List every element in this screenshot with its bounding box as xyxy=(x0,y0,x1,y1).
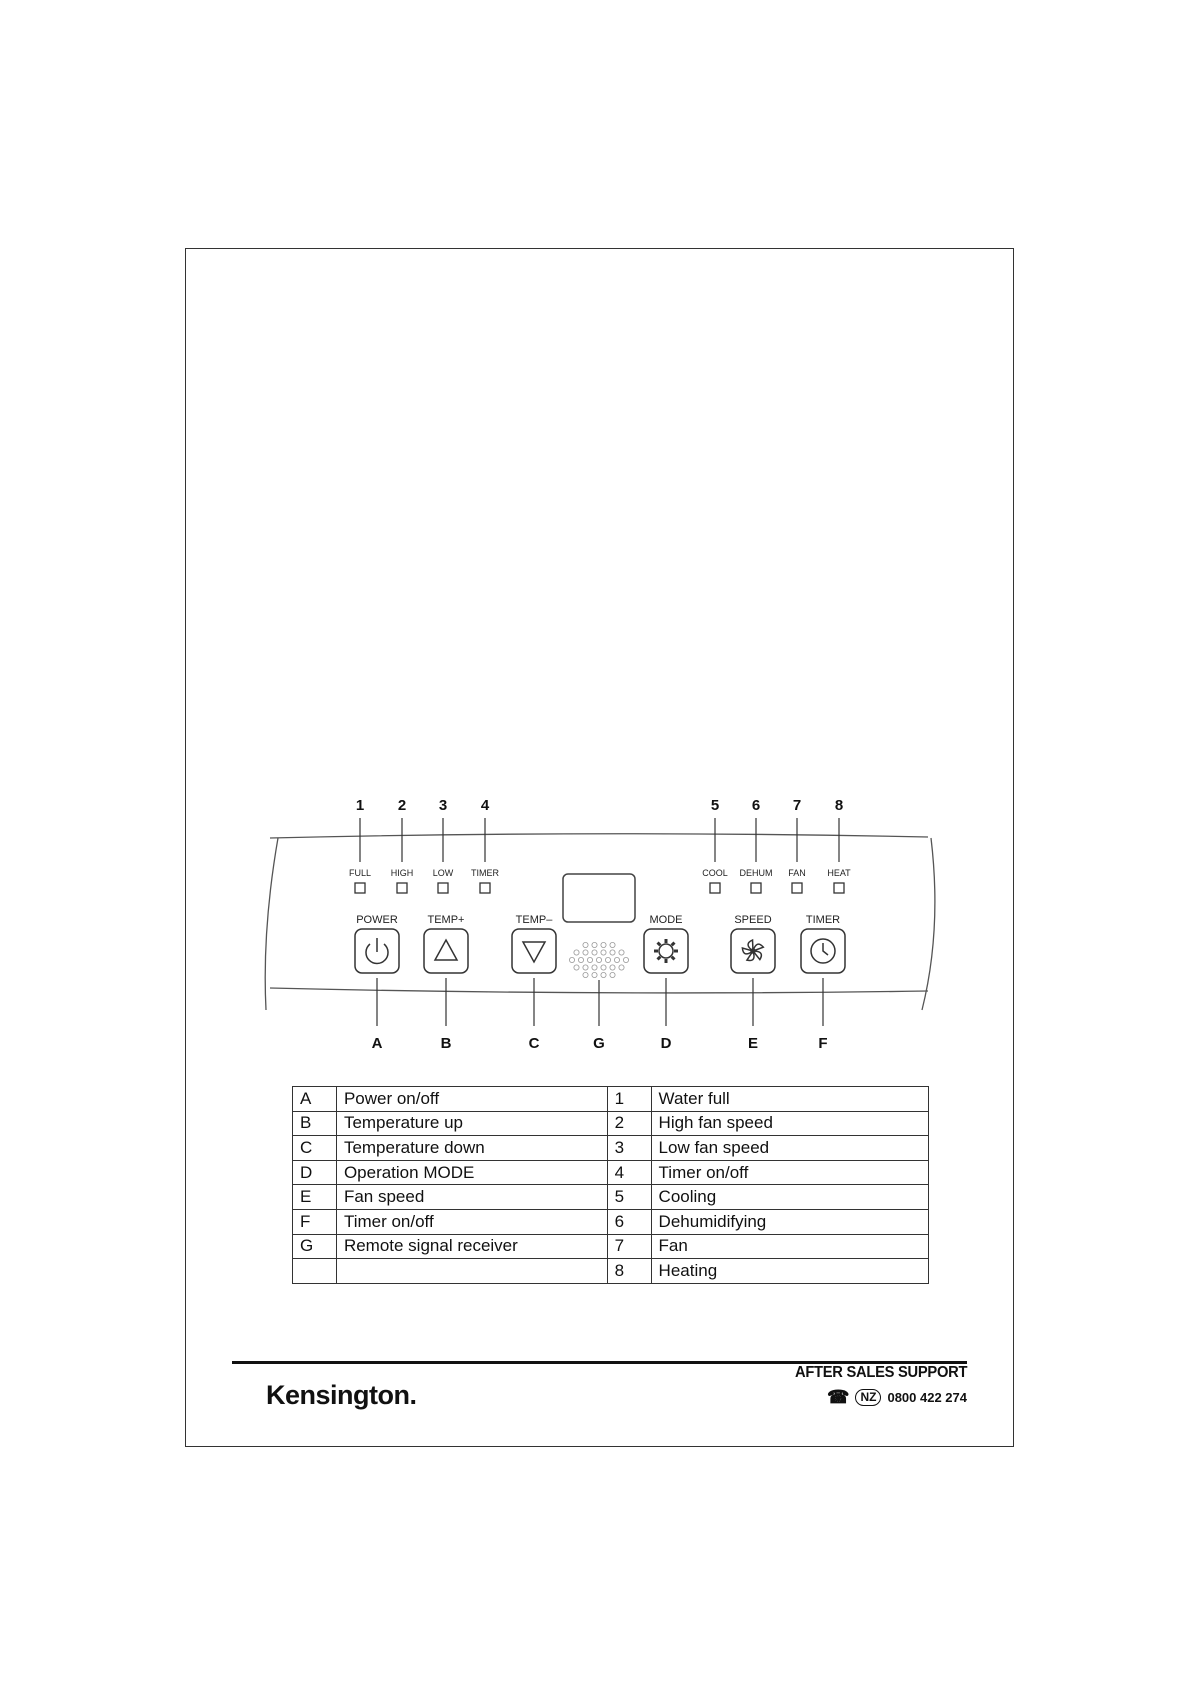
legend-description: Temperature down xyxy=(336,1136,607,1161)
indicator-led-cool xyxy=(710,883,720,893)
indicator-led-full xyxy=(355,883,365,893)
legend-description: Power on/off xyxy=(336,1087,607,1112)
power-button[interactable] xyxy=(355,929,399,973)
legend-indicator-meaning: Dehumidifying xyxy=(651,1209,928,1234)
legend-indicator-meaning: Heating xyxy=(651,1259,928,1284)
callout-letter-g: G xyxy=(593,1035,605,1052)
clock-button[interactable] xyxy=(801,929,845,973)
indicator-number-5: 5 xyxy=(710,797,720,814)
legend-row xyxy=(293,1234,929,1259)
kensington-logo: Kensington. xyxy=(266,1380,417,1410)
indicator-number-6: 6 xyxy=(751,797,761,814)
panel-top-edge xyxy=(270,834,928,838)
indicator-label-high: HIGH xyxy=(390,868,414,878)
indicator-label-cool: COOL xyxy=(702,868,728,878)
remote-signal-receiver xyxy=(569,942,628,977)
callout-letter-e: E xyxy=(747,1035,759,1052)
legend-description: Operation MODE xyxy=(336,1160,607,1185)
legend-indicator-meaning: Low fan speed xyxy=(651,1136,928,1161)
legend-row xyxy=(293,1259,929,1284)
legend-description: Temperature up xyxy=(336,1111,607,1136)
legend-description: Fan speed xyxy=(336,1185,607,1210)
indicator-led-dehum xyxy=(751,883,761,893)
button-label-4: SPEED xyxy=(734,914,772,926)
display-window xyxy=(563,874,635,922)
button-label-1: TEMP+ xyxy=(427,914,465,926)
legend-key: A xyxy=(293,1087,337,1112)
legend-key xyxy=(293,1259,337,1284)
indicator-label-timer: TIMER xyxy=(471,868,499,878)
indicator-number-2: 2 xyxy=(397,797,407,814)
triangle-up-button[interactable] xyxy=(424,929,468,973)
legend-row xyxy=(293,1136,929,1161)
legend-indicator-number: 6 xyxy=(607,1209,651,1234)
legend-description: Remote signal receiver xyxy=(336,1234,607,1259)
indicator-label-fan: FAN xyxy=(788,868,806,878)
support-phone-line xyxy=(827,1388,967,1406)
indicator-led-fan xyxy=(792,883,802,893)
legend-indicator-meaning: Cooling xyxy=(651,1185,928,1210)
legend-indicator-meaning: Water full xyxy=(651,1087,928,1112)
legend-description: Timer on/off xyxy=(336,1209,607,1234)
gear-button[interactable] xyxy=(644,929,688,973)
legend-indicator-meaning: Fan xyxy=(651,1234,928,1259)
telephone-icon: ☎ xyxy=(827,1387,850,1407)
legend-key: E xyxy=(293,1185,337,1210)
legend-indicator-number: 1 xyxy=(607,1087,651,1112)
legend-indicator-number: 4 xyxy=(607,1160,651,1185)
triangle-down-button[interactable] xyxy=(512,929,556,973)
support-phone-number: 0800 422 274 xyxy=(887,1389,967,1405)
legend-row xyxy=(293,1209,929,1234)
button-label-5: TIMER xyxy=(805,914,841,926)
panel-left-edge xyxy=(265,838,278,1010)
indicator-label-heat: HEAT xyxy=(827,868,851,878)
callout-letter-f: F xyxy=(818,1035,828,1052)
legend-key: G xyxy=(293,1234,337,1259)
legend-row xyxy=(293,1087,929,1112)
indicator-number-7: 7 xyxy=(792,797,802,814)
legend-key: C xyxy=(293,1136,337,1161)
legend-indicator-number: 5 xyxy=(607,1185,651,1210)
indicator-number-4: 4 xyxy=(480,797,490,814)
callout-letter-b: B xyxy=(440,1035,452,1052)
legend-indicator-number: 3 xyxy=(607,1136,651,1161)
indicator-number-8: 8 xyxy=(834,797,844,814)
legend-description xyxy=(336,1259,607,1284)
indicator-number-1: 1 xyxy=(355,797,365,814)
indicator-label-dehum: DEHUM xyxy=(739,868,773,878)
legend-indicator-number: 2 xyxy=(607,1111,651,1136)
legend-row xyxy=(293,1111,929,1136)
legend-key: D xyxy=(293,1160,337,1185)
after-sales-support-title: AFTER SALES SUPPORT xyxy=(794,1364,967,1381)
legend-key: F xyxy=(293,1209,337,1234)
button-label-3: MODE xyxy=(649,914,683,926)
callout-letter-a: A xyxy=(371,1035,383,1052)
nz-badge: NZ xyxy=(855,1389,881,1406)
button-label-2: TEMP– xyxy=(515,914,553,926)
indicator-led-timer xyxy=(480,883,490,893)
indicator-label-low: LOW xyxy=(432,868,454,878)
indicator-led-low xyxy=(438,883,448,893)
fan-button[interactable] xyxy=(731,929,775,973)
legend-indicator-number: 8 xyxy=(607,1259,651,1284)
panel-right-edge xyxy=(922,838,935,1010)
legend-indicator-meaning: Timer on/off xyxy=(651,1160,928,1185)
legend-indicator-number: 7 xyxy=(607,1234,651,1259)
indicator-led-heat xyxy=(834,883,844,893)
indicator-label-full: FULL xyxy=(348,868,372,878)
legend-table xyxy=(292,1086,929,1284)
callout-letter-d: D xyxy=(660,1035,672,1052)
legend-key: B xyxy=(293,1111,337,1136)
indicator-number-3: 3 xyxy=(438,797,448,814)
indicator-led-high xyxy=(397,883,407,893)
callout-letter-c: C xyxy=(528,1035,540,1052)
button-label-0: POWER xyxy=(356,914,398,926)
legend-row xyxy=(293,1160,929,1185)
legend-indicator-meaning: High fan speed xyxy=(651,1111,928,1136)
legend-row xyxy=(293,1185,929,1210)
